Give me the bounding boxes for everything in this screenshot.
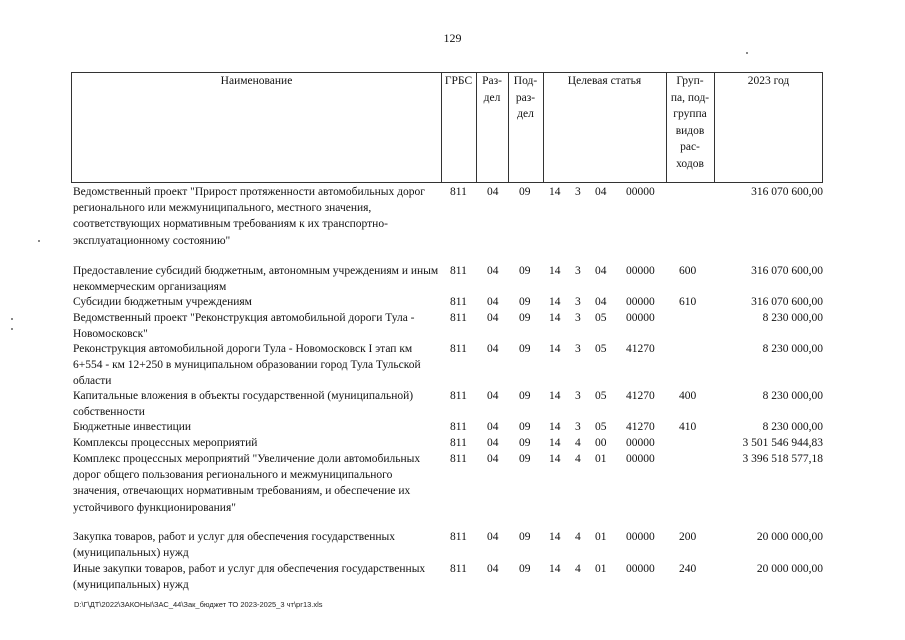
header-group — [666, 73, 714, 173]
row-amount: 316 070 600,00 — [751, 186, 823, 198]
header-group-line: па, под- — [670, 91, 710, 104]
row-grbs: 811 — [450, 421, 467, 433]
row-target-subprogram: 01 — [595, 453, 607, 465]
row-target-program: 14 — [549, 265, 561, 277]
row-target-subprogram: 04 — [595, 265, 607, 277]
row-razdel: 04 — [487, 312, 499, 324]
row-target-subprogram: 05 — [595, 421, 607, 433]
row-name: Бюджетные инвестиции — [73, 421, 192, 433]
row-expense-group: 600 — [679, 265, 697, 277]
header-podrazdel-line: раз- — [515, 91, 536, 104]
row-razdel: 04 — [487, 296, 499, 308]
row-target-program: 14 — [549, 343, 561, 355]
header-podrazdel — [508, 73, 543, 123]
row-target-subprogram: 05 — [595, 312, 607, 324]
row-target-direction: 00000 — [626, 531, 655, 543]
header-podrazdel-line: Под- — [513, 75, 538, 87]
row-name: Ведомственный проект "Прирост протяженности автомобильных дорог регионального или межмуниципального, местного значения, соответствующих нормативным требованиям к их транспортно-эксплуатационному состоянию" — [73, 186, 425, 247]
row-target-type: 3 — [575, 343, 581, 355]
row-target-type: 3 — [575, 186, 581, 198]
row-target-subprogram: 01 — [595, 563, 607, 575]
row-grbs: 811 — [450, 563, 467, 575]
row-amount: 20 000 000,00 — [756, 563, 823, 575]
row-target-program: 14 — [549, 563, 561, 575]
row-expense-group: 240 — [679, 563, 697, 575]
row-name: Предоставление субсидий бюджетным, автономным учреждениям и иным некоммерческим организациям — [73, 265, 439, 294]
row-target-type: 4 — [575, 453, 581, 465]
row-target-program: 14 — [549, 421, 561, 433]
header-group-line: группа — [673, 108, 707, 121]
header-podrazdel-line: дел — [517, 108, 534, 121]
row-podrazdel: 09 — [519, 390, 531, 402]
row-grbs: 811 — [450, 390, 467, 402]
row-amount: 8 230 000,00 — [762, 421, 823, 433]
row-target-direction: 00000 — [626, 563, 655, 575]
row-amount: 8 230 000,00 — [762, 343, 823, 355]
row-target-program: 14 — [549, 531, 561, 543]
header-year: 2023 год — [747, 75, 790, 87]
header-group-line: рас- — [680, 141, 700, 154]
header-group-line: ходов — [676, 157, 704, 170]
row-target-type: 3 — [575, 296, 581, 308]
row-target-type: 3 — [575, 390, 581, 402]
row-target-program: 14 — [549, 296, 561, 308]
row-razdel: 04 — [487, 563, 499, 575]
row-target-type: 4 — [575, 437, 581, 449]
row-name: Капитальные вложения в объекты государственной (муниципальной) собственности — [73, 390, 414, 419]
row-target-subprogram: 05 — [595, 390, 607, 402]
row-razdel: 04 — [487, 437, 499, 449]
row-podrazdel: 09 — [519, 531, 531, 543]
row-target-type: 3 — [575, 265, 581, 277]
row-grbs: 811 — [450, 453, 467, 465]
row-target-subprogram: 04 — [595, 186, 607, 198]
row-target-program: 14 — [549, 312, 561, 324]
row-target-direction: 00000 — [626, 265, 655, 277]
header-name: Наименование — [220, 75, 293, 87]
row-name: Закупка товаров, работ и услуг для обеспечения государственных (муниципальных) нужд — [73, 531, 396, 560]
row-target-program: 14 — [549, 453, 561, 465]
row-razdel: 04 — [487, 421, 499, 433]
row-podrazdel: 09 — [519, 186, 531, 198]
row-razdel: 04 — [487, 343, 499, 355]
row-amount: 3 396 518 577,18 — [742, 453, 823, 465]
row-expense-group: 400 — [679, 390, 697, 402]
header-group-line: Груп- — [676, 75, 704, 87]
row-target-direction: 00000 — [626, 296, 655, 308]
row-target-subprogram: 05 — [595, 343, 607, 355]
row-target-direction: 41270 — [626, 421, 655, 433]
row-target-subprogram: 01 — [595, 531, 607, 543]
row-expense-group: 410 — [679, 421, 697, 433]
row-razdel: 04 — [487, 265, 499, 277]
row-target-type: 3 — [575, 421, 581, 433]
row-name: Иные закупки товаров, работ и услуг для обеспечения государственных (муниципальных) нужд — [73, 563, 426, 592]
row-target-direction: 00000 — [626, 312, 655, 324]
row-podrazdel: 09 — [519, 437, 531, 449]
row-expense-group: 200 — [679, 531, 697, 543]
row-target-subprogram: 04 — [595, 296, 607, 308]
row-amount: 316 070 600,00 — [751, 296, 823, 308]
header-group-line: видов — [675, 124, 705, 137]
row-target-type: 4 — [575, 531, 581, 543]
row-name: Комплексы процессных мероприятий — [73, 437, 258, 449]
row-podrazdel: 09 — [519, 343, 531, 355]
row-amount: 8 230 000,00 — [762, 390, 823, 402]
row-podrazdel: 09 — [519, 265, 531, 277]
file-path-footer: D:\Г\ДТ\2022\ЗАКОНЫ\ЗАС_44\Зак_бюджет ТО 2023-2025_3 чт\рг13.xls — [74, 600, 323, 609]
header-razdel — [476, 73, 508, 106]
row-amount: 3 501 546 944,83 — [742, 437, 823, 449]
row-expense-group: 610 — [679, 296, 697, 308]
row-razdel: 04 — [487, 453, 499, 465]
row-amount: 20 000 000,00 — [756, 531, 823, 543]
row-name: Субсидии бюджетным учреждениям — [73, 296, 252, 308]
row-target-type: 4 — [575, 563, 581, 575]
scan-speck — [11, 318, 13, 320]
row-target-direction: 41270 — [626, 343, 655, 355]
row-razdel: 04 — [487, 186, 499, 198]
row-podrazdel: 09 — [519, 563, 531, 575]
row-podrazdel: 09 — [519, 296, 531, 308]
row-razdel: 04 — [487, 531, 499, 543]
scan-speck — [38, 240, 40, 242]
header-razdel-line: Раз- — [482, 75, 502, 87]
scan-speck — [746, 52, 748, 54]
row-amount: 316 070 600,00 — [751, 265, 823, 277]
scan-speck — [11, 328, 13, 330]
row-name: Комплекс процессных мероприятий "Увеличение доли автомобильных дорог общего пользования регионального и межмуниципального значения, отвечающих нормативным требованиям, и обеспечение их устойчивого функционирования" — [73, 453, 421, 514]
row-grbs: 811 — [450, 186, 467, 198]
page-number: 129 — [443, 31, 462, 45]
row-grbs: 811 — [450, 312, 467, 324]
row-target-direction: 41270 — [626, 390, 655, 402]
row-podrazdel: 09 — [519, 312, 531, 324]
row-target-program: 14 — [549, 186, 561, 198]
row-amount: 8 230 000,00 — [762, 312, 823, 324]
row-target-program: 14 — [549, 390, 561, 402]
row-target-program: 14 — [549, 437, 561, 449]
row-target-direction: 00000 — [626, 186, 655, 198]
row-target-subprogram: 00 — [595, 437, 607, 449]
row-name: Ведомственный проект "Реконструкция автомобильной дороги Тула - Новомосковск" — [73, 312, 415, 341]
row-podrazdel: 09 — [519, 421, 531, 433]
row-grbs: 811 — [450, 296, 467, 308]
header-grbs: ГРБС — [444, 75, 473, 87]
row-grbs: 811 — [450, 437, 467, 449]
header-razdel-line: дел — [483, 91, 501, 104]
row-name: Реконструкция автомобильной дороги Тула - Новомосковск I этап км 6+554 - км 12+250 в муниципальном образовании город Тула Тульской области — [73, 343, 421, 388]
row-grbs: 811 — [450, 343, 467, 355]
row-grbs: 811 — [450, 531, 467, 543]
row-target-type: 3 — [575, 312, 581, 324]
row-grbs: 811 — [450, 265, 467, 277]
row-target-direction: 00000 — [626, 453, 655, 465]
row-podrazdel: 09 — [519, 453, 531, 465]
header-target: Целевая статья — [567, 75, 642, 87]
row-razdel: 04 — [487, 390, 499, 402]
row-target-direction: 00000 — [626, 437, 655, 449]
